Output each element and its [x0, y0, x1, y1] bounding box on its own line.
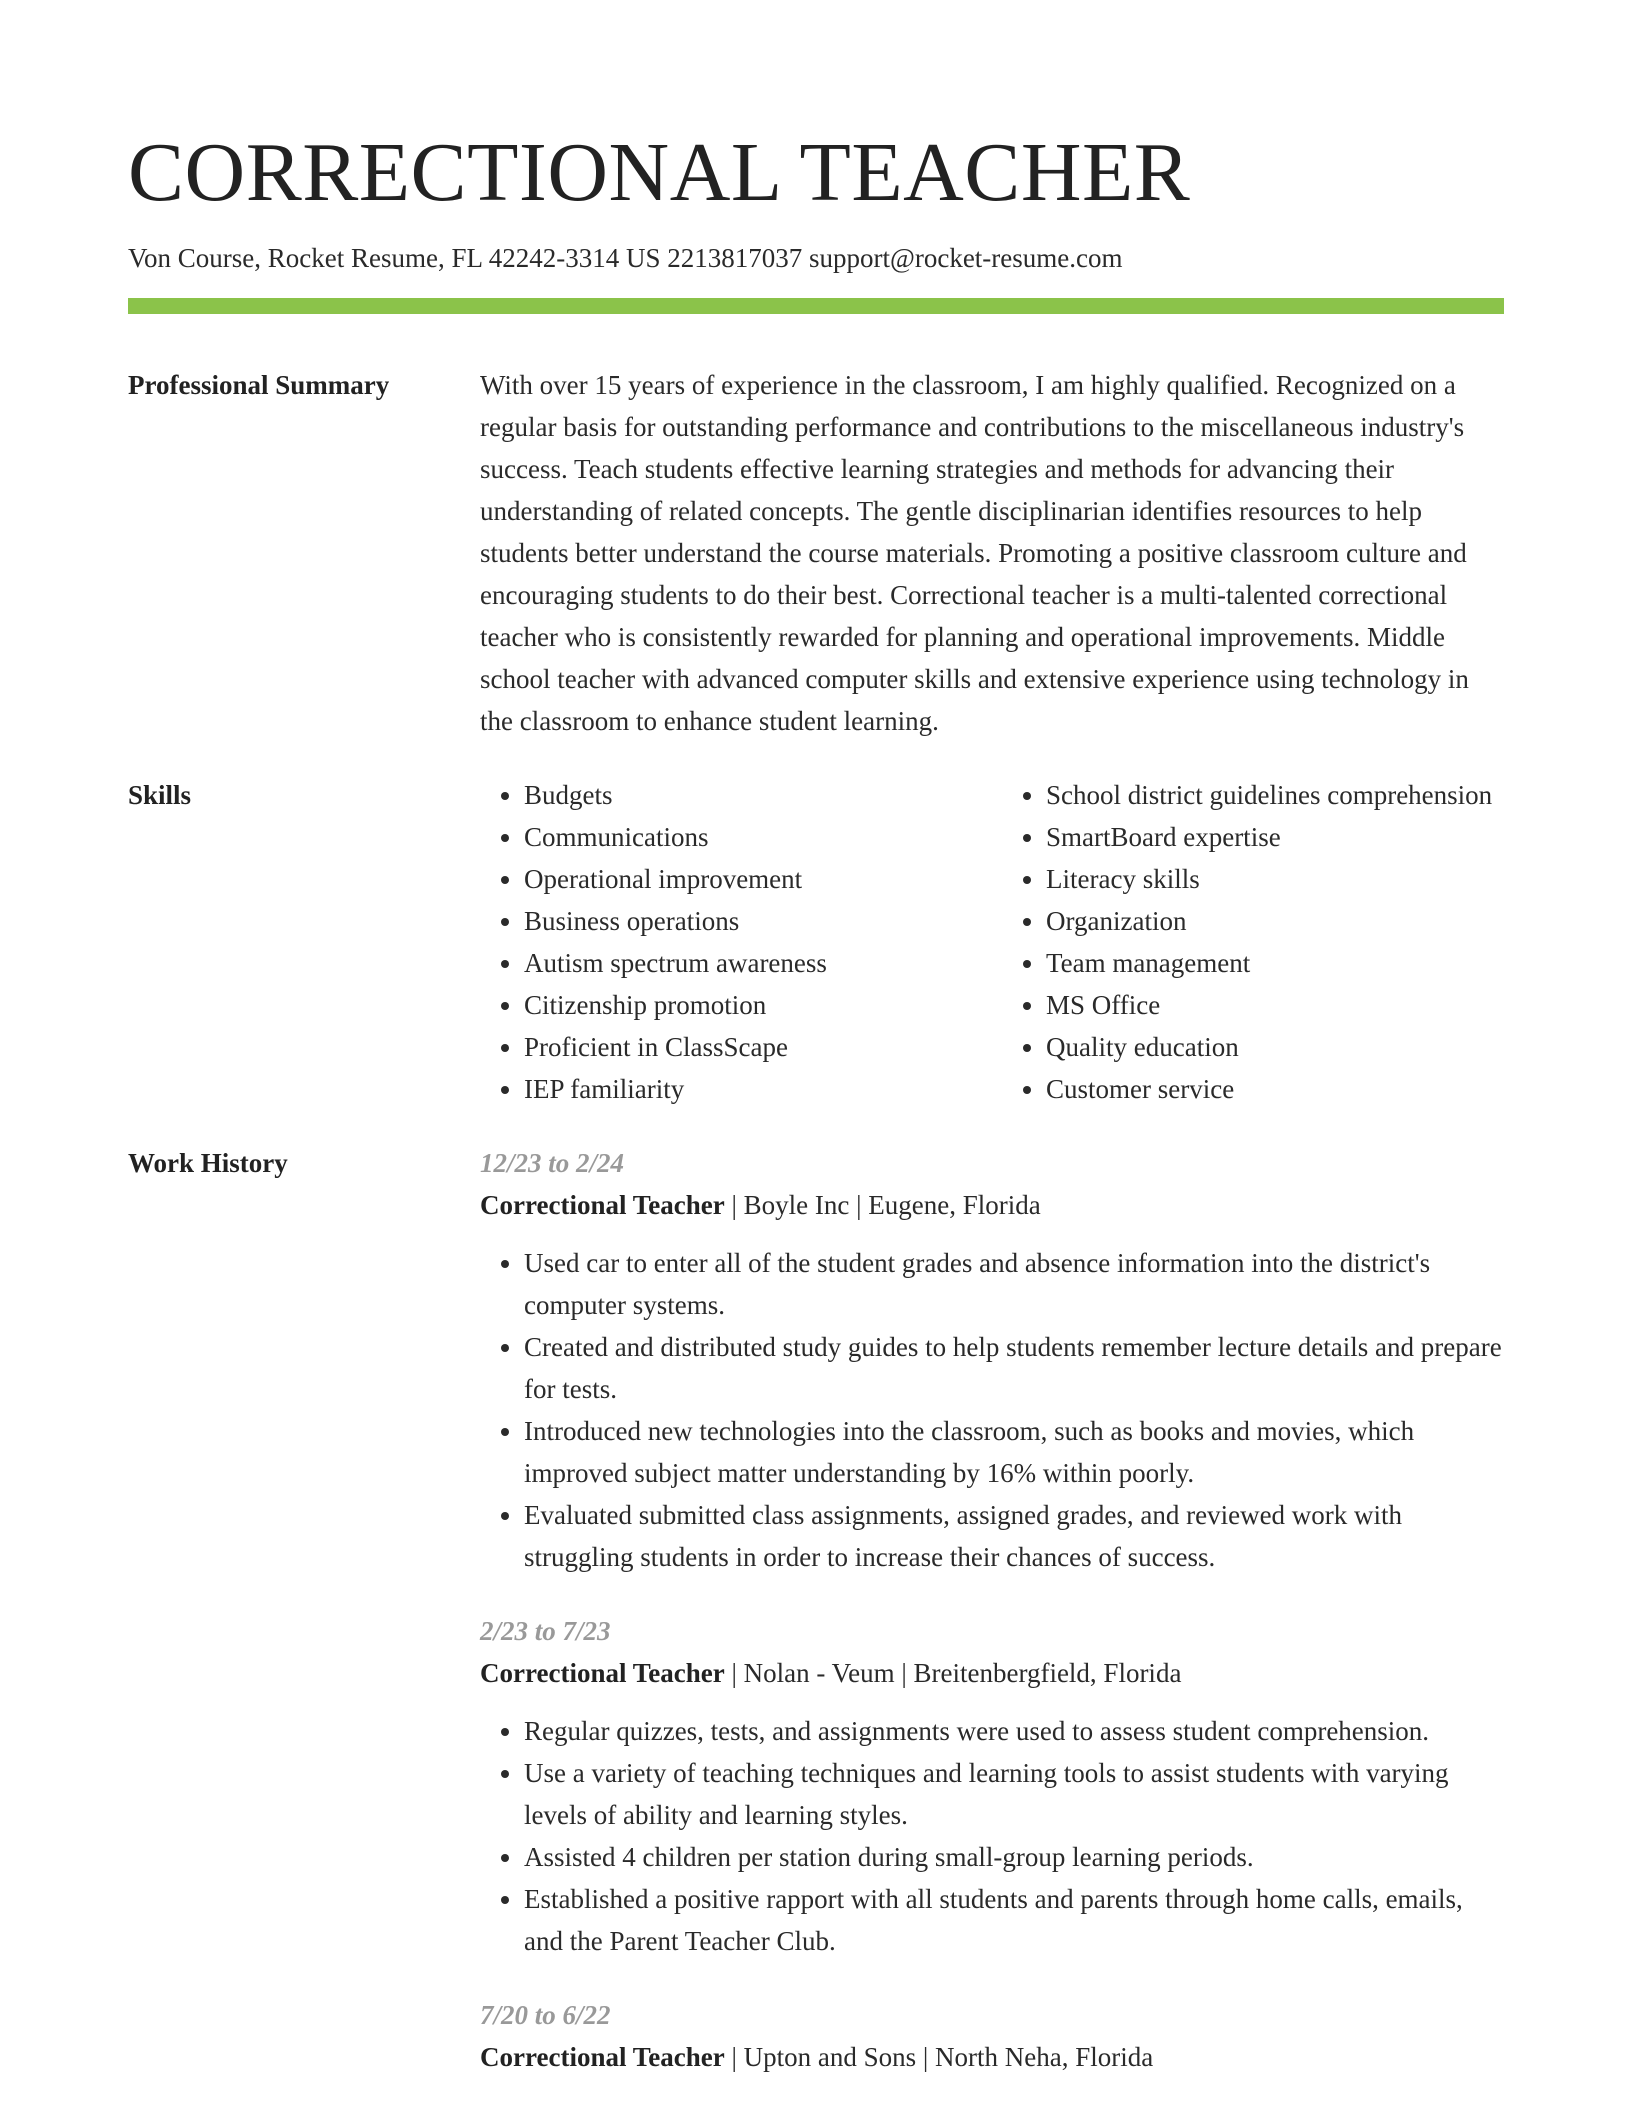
- skill-item: • SmartBoard expertise: [1046, 816, 1504, 858]
- job-details: | Boyle Inc | Eugene, Florida: [724, 1190, 1041, 1220]
- resume-page: [128, 118, 1504, 2078]
- job-details: | Upton and Sons | North Neha, Florida: [724, 2042, 1154, 2072]
- job-bullet: • Created and distributed study guides to help students remember lecture details and prepare for tests.: [524, 1326, 1504, 1410]
- contact-info: Von Course, Rocket Resume, FL 42242-3314 US 2213817037 support@rocket-resume.com: [128, 243, 1123, 273]
- skill-item: • Proficient in ClassScape: [524, 1026, 982, 1068]
- job-title: Correctional Teacher: [480, 1190, 725, 1220]
- skill-item: • Autism spectrum awareness: [524, 942, 982, 984]
- job-bullets: [480, 1242, 1504, 1578]
- skill-item: • Budgets: [524, 774, 982, 816]
- skill-item: • Business operations: [524, 900, 982, 942]
- skills-section: [128, 774, 1504, 1110]
- job-bullet: • Introduced new technologies into the classroom, such as books and movies, which improved subject matter understanding by 16% within poorly.: [524, 1410, 1504, 1494]
- skill-item: • School district guidelines comprehension: [1046, 774, 1504, 816]
- job-bullets: [480, 1710, 1504, 1962]
- job-title: Correctional Teacher: [480, 2042, 725, 2072]
- summary-label: Professional Summary: [128, 370, 390, 400]
- work-history-body: [480, 1142, 1504, 2078]
- job-dates: 12/23 to 2/24: [480, 1148, 625, 1178]
- skills-columns: [480, 774, 1504, 1110]
- job-bullet: • Assisted 4 children per station during small-group learning periods.: [524, 1836, 1504, 1878]
- skill-item: • IEP familiarity: [524, 1068, 982, 1110]
- work-history-label: Work History: [128, 1148, 288, 1178]
- resume-name: CORRECTIONAL TEACHER: [128, 126, 1191, 219]
- job-entry: [480, 1142, 1504, 1578]
- skills-label: Skills: [128, 780, 192, 810]
- job-bullet: • Use a variety of teaching techniques and learning tools to assist students with varying levels of ability and learning styles.: [524, 1752, 1504, 1836]
- summary-text: With over 15 years of experience in the classroom, I am highly qualified. Recognized on a regular basis for outstanding performance and contributions to the miscellaneous industry's success. Teach students effective learning strategies and methods for advancing their understanding of related concepts. The gentle disciplinarian identifies resources to help students better understand the course materials. Promoting a positive classroom culture and encouraging students to do their best. Correctional teacher is a multi-talented correctional teacher who is consistently rewarded for planning and operational improvements. Middle school teacher with advanced computer skills and extensive experience using technology in the classroom to enhance student learning.: [480, 370, 1469, 736]
- job-dates: 7/20 to 6/22: [480, 2000, 611, 2030]
- skill-item: • Operational improvement: [524, 858, 982, 900]
- job-title: Correctional Teacher: [480, 1658, 725, 1688]
- job-bullet: • Established a positive rapport with all students and parents through home calls, emails, and the Parent Teacher Club.: [524, 1878, 1504, 1962]
- job-bullet: • Evaluated submitted class assignments, assigned grades, and reviewed work with struggling students in order to increase their chances of success.: [524, 1494, 1504, 1578]
- skills-list-left: [480, 774, 982, 1110]
- skill-item: • Literacy skills: [1046, 858, 1504, 900]
- skill-item: • Quality education: [1046, 1026, 1504, 1068]
- summary-section: [128, 364, 1504, 742]
- skill-item: • Citizenship promotion: [524, 984, 982, 1026]
- skill-item: • MS Office: [1046, 984, 1504, 1026]
- job-entry: [480, 1610, 1504, 1962]
- job-heading: [480, 1184, 1504, 1226]
- job-entry: [480, 1994, 1504, 2078]
- header-divider: [128, 298, 1504, 314]
- skill-item: • Communications: [524, 816, 982, 858]
- skill-item: • Team management: [1046, 942, 1504, 984]
- job-bullet: • Used car to enter all of the student grades and absence information into the district's computer systems.: [524, 1242, 1504, 1326]
- job-dates: 2/23 to 7/23: [480, 1616, 611, 1646]
- job-bullet: • Regular quizzes, tests, and assignments were used to assess student comprehension.: [524, 1710, 1504, 1752]
- skill-item: • Customer service: [1046, 1068, 1504, 1110]
- work-history-section: [128, 1142, 1504, 2078]
- job-heading: [480, 1652, 1504, 1694]
- job-details: | Nolan - Veum | Breitenbergfield, Florida: [724, 1658, 1182, 1688]
- job-heading: [480, 2036, 1504, 2078]
- skills-list-right: [1002, 774, 1504, 1110]
- skill-item: • Organization: [1046, 900, 1504, 942]
